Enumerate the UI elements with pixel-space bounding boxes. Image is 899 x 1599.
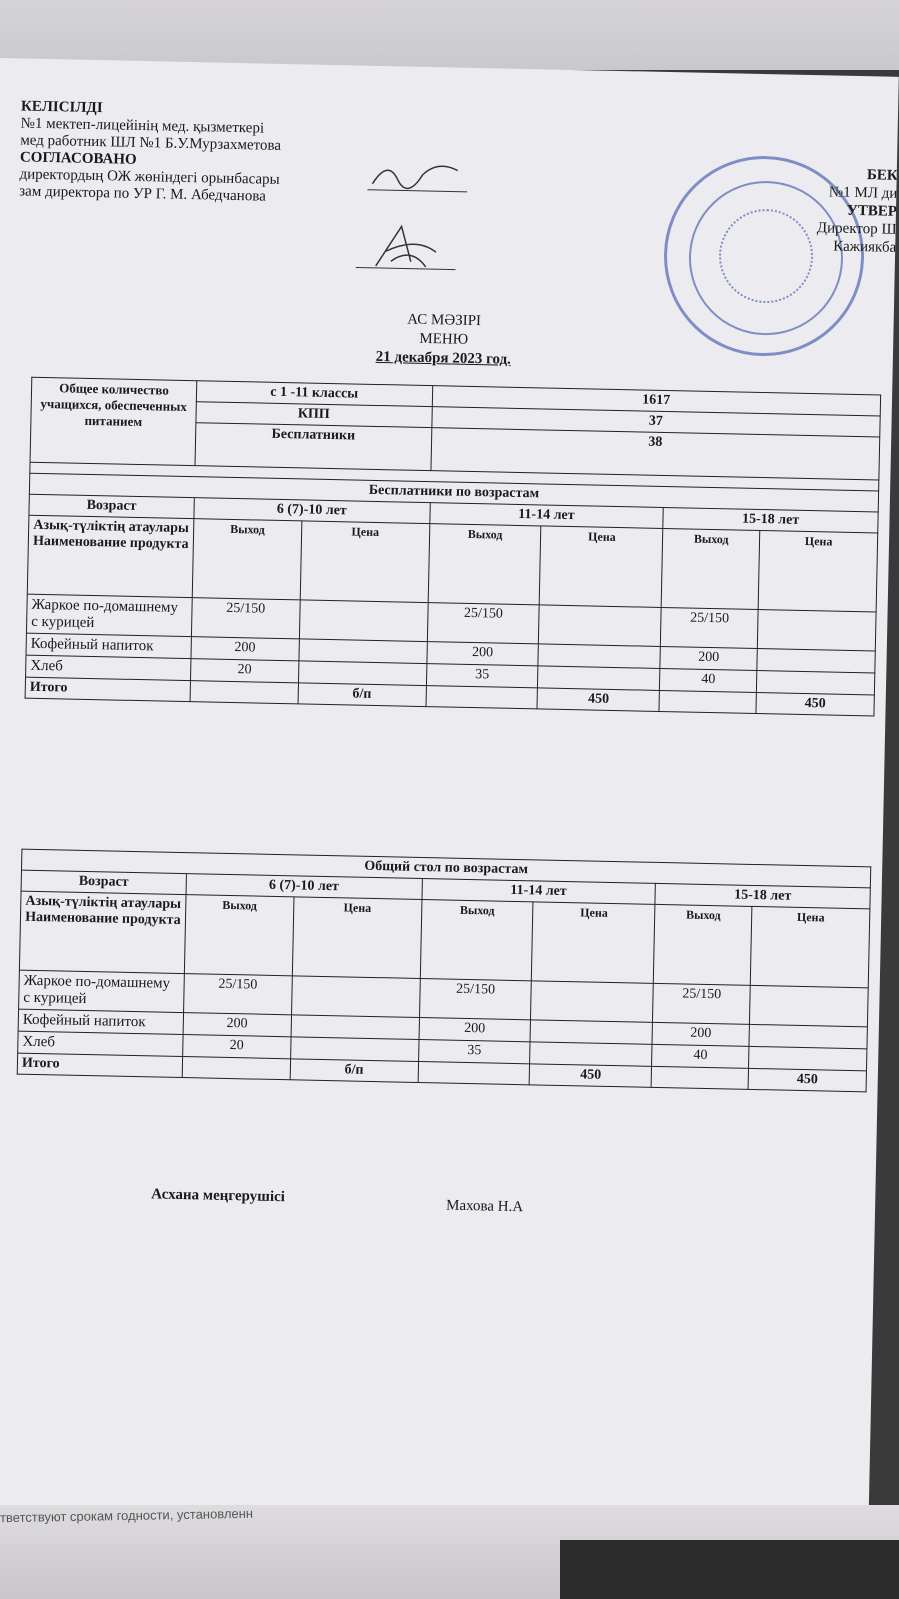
free-meals-table: [25, 377, 882, 717]
general-table: [17, 849, 872, 1093]
out-value: 20: [190, 659, 298, 683]
price-header: Цена: [292, 897, 421, 979]
out-header: Выход: [661, 528, 760, 609]
age-group: 11-14 лет: [429, 503, 663, 529]
table-caption: Бесплатники по возрастам: [29, 473, 878, 512]
summary-key: Бесплатники: [195, 423, 432, 471]
price-header: Цена: [300, 521, 429, 603]
signature-icon: [356, 216, 457, 278]
signature-icon: [367, 154, 468, 196]
title-ru: МЕНЮ: [419, 330, 469, 348]
product-name: Жаркое по-домашнему с курицей: [19, 970, 185, 1012]
menu-document: [0, 58, 899, 1537]
product-name: Кофейный напиток: [26, 633, 191, 658]
age-group: 15-18 лет: [663, 507, 878, 532]
total-value: 450: [537, 688, 659, 712]
out-header: Выход: [428, 524, 541, 605]
right-header-1: БЕК: [866, 167, 898, 184]
out-value: 35: [426, 664, 538, 688]
product-name: Хлеб: [18, 1031, 183, 1056]
age-group: 6 (7)-10 лет: [194, 498, 430, 524]
right-header-4: Директор Ш: [816, 220, 897, 238]
total-value: 450: [530, 1064, 652, 1088]
out-value: 40: [660, 668, 757, 692]
price-header: Цена: [750, 906, 870, 987]
out-value: 200: [426, 642, 538, 666]
age-group: 6 (7)-10 лет: [186, 874, 422, 900]
title-kz: АС МӘЗІРІ: [407, 311, 482, 330]
out-header: Выход: [653, 904, 752, 985]
product-name: Жаркое по-домашнему с курицей: [26, 594, 192, 636]
out-value: 20: [182, 1035, 290, 1059]
age-label: Возраст: [29, 494, 194, 518]
total-label: Итого: [25, 677, 190, 701]
right-header-5: Кажиякба: [833, 238, 897, 256]
footer-role: Асхана меңгерушісі: [151, 1186, 286, 1206]
header-line-1: №1 мектеп-лицейінің мед. қызметкері: [20, 115, 265, 137]
summary-value: 38: [431, 428, 880, 480]
summary-value: 37: [431, 407, 880, 437]
right-header-3: УТВЕР: [846, 202, 898, 220]
out-value: 200: [660, 646, 757, 670]
total-value: б/п: [290, 1059, 418, 1083]
price-header: Цена: [532, 902, 655, 984]
approval-block: [19, 98, 282, 205]
out-value: 200: [191, 637, 299, 661]
age-group: 15-18 лет: [655, 883, 870, 908]
out-header: Выход: [192, 519, 302, 600]
agreed-ru: СОГЛАСОВАНО: [19, 149, 137, 168]
out-value: 25/150: [191, 598, 300, 639]
background-top: [0, 0, 899, 70]
total-value: б/п: [298, 683, 426, 707]
out-value: 200: [652, 1022, 749, 1046]
summary-key: КПП: [196, 402, 432, 428]
total-value: 450: [748, 1068, 866, 1091]
price-header: Цена: [540, 526, 663, 608]
age-group: 11-14 лет: [422, 879, 656, 905]
menu-date: 21 декабря 2023 год.: [375, 348, 512, 368]
table-caption: Общий стол по возрастам: [21, 849, 870, 888]
out-value: 25/150: [419, 978, 532, 1019]
right-approval-block: [786, 165, 898, 257]
out-value: 25/150: [653, 983, 751, 1024]
header-line-3: директордың ОЖ жөніндегі орынбасары: [19, 166, 280, 188]
out-value: 35: [418, 1039, 530, 1063]
price-header: Цена: [758, 531, 878, 612]
product-name: Хлеб: [26, 655, 191, 680]
out-value: 200: [183, 1013, 291, 1037]
total-label: Итого: [17, 1053, 182, 1077]
bottom-caption: тветствуют срокам годности, установленн: [0, 1505, 254, 1526]
product-name: Кофейный напиток: [18, 1009, 183, 1034]
out-value: 25/150: [183, 974, 292, 1015]
footer-name: Махова Н.А: [445, 1197, 524, 1216]
total-value: 450: [756, 692, 874, 715]
out-value: 40: [652, 1044, 749, 1068]
age-label: Возраст: [21, 870, 186, 894]
out-header: Выход: [184, 895, 294, 976]
out-value: 25/150: [427, 603, 540, 644]
summary-key: с 1 -11 классы: [196, 381, 432, 407]
product-label: Азық-түліктің атаулары Наименование продукта: [19, 891, 185, 973]
agreed-kz: КЕЛІСІЛДІ: [20, 98, 103, 117]
right-header-2: №1 МЛ ди: [828, 184, 898, 202]
dark-surface: [560, 1540, 899, 1599]
out-value: 200: [419, 1017, 531, 1041]
out-header: Выход: [420, 900, 533, 981]
product-label: Азық-түліктің атаулары Наименование продукта: [27, 515, 193, 597]
header-line-2: мед работник ШЛ №1 Б.У.Мурзахметова: [20, 132, 282, 154]
out-value: 25/150: [661, 607, 759, 648]
header-line-4: зам директора по УР Г. М. Абедчанова: [19, 183, 267, 205]
summary-label: Общее количество учащихся, обеспеченных питанием: [30, 377, 197, 465]
summary-value: 1617: [432, 386, 881, 416]
